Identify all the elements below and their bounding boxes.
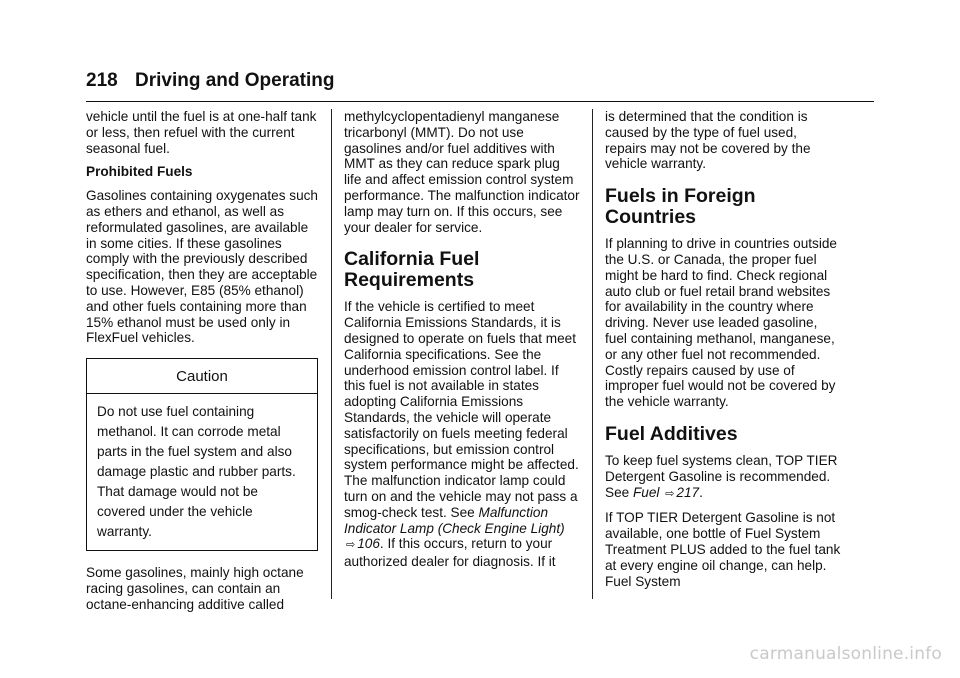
caution-text: Do not use fuel containing methanol. It can corrode metal parts in the fuel system and also damage plastic and rubber parts. That damage would not be covered under the vehicle warranty.	[97, 403, 296, 539]
paragraph: If planning to drive in countries outside the U.S. or Canada, the proper fuel might be hard to find. Check regional auto club or fuel retail brand websites for availability in the country where driving. Never use leaded gasoline, fuel containing methanol, manganese, or any other fuel not recommended. Costly repairs caused by use of improper fuel would not be covered by the vehicle warranty.	[605, 236, 837, 410]
paragraph-text: To keep fuel systems clean, TOP TIER Detergent Gasoline is recommended. See	[605, 452, 838, 500]
paragraph-text: If the vehicle is certified to meet California Emissions Standards, it is designed to operate on fuels that meet California specifications. See the underhood emission control label. If this fuel is not available in states adopting California Emissions Standards, the vehicle will operate satisfactorily on fuels meeting federal specifications, but emission control system performance might be affected. The malfunction indicator lamp could turn on and the vehicle may not pass a smog-check test. See	[344, 299, 579, 520]
paragraph: vehicle until the fuel is at one-half tank or less, then refuel with the current seasonal fuel.	[86, 109, 317, 156]
caution-box	[86, 358, 318, 551]
column-divider-2	[592, 109, 593, 599]
section-title: Driving and Operating	[134, 70, 335, 91]
paragraph: methylcyclopentadienyl manganese tricarbonyl (MMT). Do not use gasolines and/or fuel additives with MMT as they can reduce spark plug life and affect emission control system performance. The malfunction indicator lamp may turn on. If this occurs, see your dealer for service.	[344, 109, 580, 235]
page-reference-icon: ⇨	[665, 487, 675, 500]
column-divider-1	[331, 109, 332, 599]
paragraph-text: .	[699, 484, 703, 500]
paragraph: Some gasolines, mainly high octane racing gasolines, can contain an octane-enhancing additive called	[86, 564, 304, 612]
page-reference-number[interactable]: 217	[676, 484, 700, 500]
paragraph: Gasolines containing oxygenates such as ethers and ethanol, as well as reformulated gasolines, are available in some cities. If these gasolines comply with the previously described specification, then they are acceptable to use. However, E85 (85% ethanol) and other fuels containing more than 15% ethanol must be used only in FlexFuel vehicles.	[86, 188, 318, 346]
heading-california-fuel-requirements: California Fuel Requirements	[344, 248, 480, 292]
column-3	[605, 109, 841, 597]
column-2	[344, 109, 580, 578]
page-number: 218	[86, 70, 118, 91]
cross-reference-link[interactable]: Fuel	[632, 484, 660, 500]
paragraph: is determined that the condition is caused by the type of fuel used, repairs may not be covered by the vehicle warranty.	[605, 109, 811, 172]
watermark: carmanualsonline.info	[749, 644, 942, 664]
paragraph	[344, 299, 580, 570]
page-reference-icon: ⇨	[346, 539, 356, 552]
caution-title: Caution	[176, 368, 228, 386]
heading-fuels-in-foreign-countries: Fuels in Foreign Countries	[605, 185, 756, 229]
paragraph-text: . If this occurs, return to your authorized dealer for diagnosis. If it	[344, 536, 556, 570]
page-reference-number[interactable]: 106	[357, 536, 380, 552]
heading-fuel-additives: Fuel Additives	[605, 422, 738, 445]
paragraph	[605, 453, 841, 502]
column-1	[86, 109, 318, 620]
page-header	[86, 70, 335, 92]
header-rule	[86, 101, 874, 102]
caution-divider	[87, 393, 317, 394]
subheading-prohibited-fuels: Prohibited Fuels	[86, 164, 193, 180]
paragraph: If TOP TIER Detergent Gasoline is not available, one bottle of Fuel System Treatment PLUS added to the fuel tank at every engine oil change, can help. Fuel System	[605, 510, 841, 589]
cross-reference-link[interactable]: Malfunction Indicator Lamp (Check Engine Light)	[344, 504, 565, 536]
